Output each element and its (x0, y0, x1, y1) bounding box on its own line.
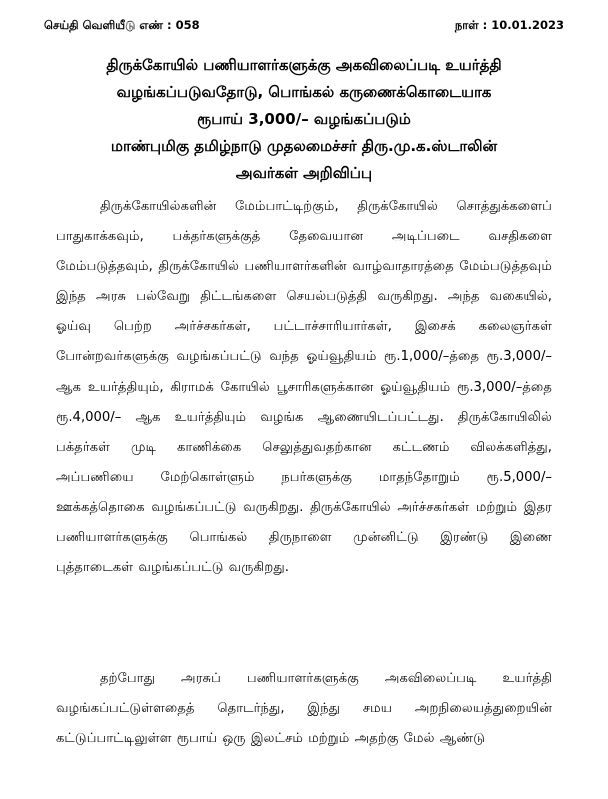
headline-line-3: ரூபாய் 3,000/– வழங்கப்படும் (197, 110, 411, 128)
press-release-meta (44, 18, 564, 34)
headline-line-5: அவர்கள் அறிவிப்பு (235, 164, 373, 182)
body-paragraph-2: தற்போது அரசுப் பணியாளர்களுக்கு அகவிலைப்படி உயர்த்தி வழங்கப்பட்டுள்ளதைத் தொடர்ந்து, இந்து சமய அறநிலையத்துறையின் கட்டுப்பாட்டிலுள்ள ரூபாய் ஒரு இலட்சம் மற்றும் அதற்கு மேல் ஆண்டு (56, 671, 552, 747)
headline (0, 52, 608, 187)
body-paragraph-1: திருக்கோயில்களின் மேம்பாட்டிற்கும், திருக்கோயில் சொத்துக்களைப் பாதுகாக்கவும், பக்தர்களுக்குத் தேவையான அடிப்படை வசதிகளை மேம்படுத்தவும், திருக்கோயில் பணியாளர்களின் வாழ்வாதாரத்தை மேம்படுத்தவும் இந்த அரசு பல்வேறு திட்டங்களை செயல்படுத்தி வருகிறது. அந்த வகையில், ஓய்வு பெற்ற அர்ச்சகர்கள், பட்டாச்சாரியார்கள், இசைக் கலைஞர்கள் போன்றவர்களுக்கு வழங்கப்பட்டு வந்த ஓய்வூதியம் ரூ.1,000/–த்தை ரூ.3,000/– ஆக உயர்த்தியும், கிராமக் கோயில் பூசாரிகளுக்கான ஓய்வூதியம் ரூ.3,000/–த்தை ரூ.4,000/– ஆக உயர்த்தியும் வழங்க ஆணையிடப்பட்டது. திருக்கோயிலில் பக்தர்கள் முடி காணிக்கை செலுத்துவதற்கான கட்டணம் விலக்களித்து, அப்பணியை மேற்கொள்ளும் நபர்களுக்கு மாதந்தோறும் ரூ.5,000/– ஊக்கத்தொகை வழங்கப்பட்டு வருகிறது. திருக்கோயில் அர்ச்சகர்கள் மற்றும் இதர பணியாளர்களுக்கு பொங்கல் திருநாளை முன்னிட்டு இரண்டு இணை புத்தாடைகள் வழங்கப்பட்டு வருகிறது. (56, 199, 552, 576)
headline-line-1: திருக்கோயில் பணியாளர்களுக்கு அகவிலைப்படி உயர்த்தி (106, 56, 502, 74)
release-number: செய்தி வெளியீடு எண் : 058 (44, 18, 200, 32)
headline-line-4: மாண்புமிகு தமிழ்நாடு முதலமைச்சர் திரு.மு.க.ஸ்டாலின் (110, 137, 498, 155)
headline-line-2: வழங்கப்படுவதோடு, பொங்கல் கருணைக்கொடையாக (116, 83, 492, 101)
release-date: நாள் : 10.01.2023 (454, 18, 564, 32)
